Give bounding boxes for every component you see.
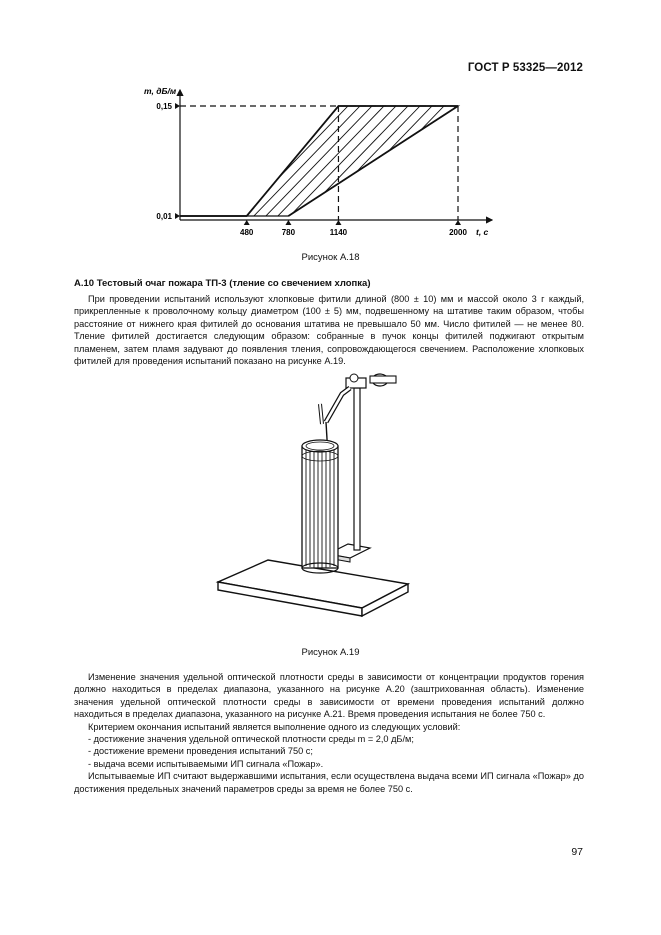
x-tick-label: 1140	[329, 228, 348, 237]
hatch-line	[0, 106, 60, 220]
section-a10-title: А.10 Тестовый очаг пожара ТП-3 (тление со свечением хлопка)	[74, 278, 371, 289]
figure-a18-chart	[144, 84, 510, 244]
hatch-line	[250, 106, 360, 220]
hatch-line	[346, 106, 456, 220]
hatch-line	[418, 106, 528, 220]
hatch-line	[370, 106, 480, 220]
figure-a19-caption: Рисунок А.19	[301, 647, 360, 658]
x-tick-arrow	[244, 220, 250, 225]
hatch-line	[286, 106, 396, 220]
x-tick-label: 780	[281, 228, 296, 237]
hatch-line	[238, 106, 348, 220]
hatch-line	[538, 106, 648, 220]
hatch-line	[454, 106, 564, 220]
paragraph-pass-criteria: Испытываемые ИП считают выдержавшими испытания, если осуществлена выдача всеми ИП сигнала «Пожар» до достижения предельных значений параметров среды за время не более 750 с.	[74, 771, 584, 794]
hatch-line	[514, 106, 624, 220]
hatch-line	[166, 106, 276, 220]
hatch-line	[154, 106, 264, 220]
hatch-line	[118, 106, 228, 220]
paragraph-density-range: Изменение значения удельной оптической плотности среды в зависимости от концентрации продуктов горения должно находиться в пределах диапазона, указанного на рисунке А.20 (заштрихованная область). Изменение значения удельной оптической плотности среды в зависимости от времени проведения испытаний должно находиться в пределах диапазона, указанного на рисунке А.21. Время проведения испытания не более 750 с.	[74, 672, 584, 720]
hatch-line	[178, 106, 288, 220]
hatch-line	[22, 106, 132, 220]
y-tick-label: 0,15	[156, 102, 172, 111]
figure-a18-caption: Рисунок А.18	[301, 252, 360, 263]
hatch-line	[106, 106, 216, 220]
lower-boundary-line	[288, 106, 458, 216]
hatch-line	[298, 106, 408, 220]
hatch-line	[0, 106, 84, 220]
hatch-line	[406, 106, 516, 220]
hatch-line	[526, 106, 636, 220]
list-item: - выдача всеми испытываемыми ИП сигнала «Пожар».	[88, 758, 324, 769]
paragraph-text: При проведении испытаний используют хлопковые фитили длиной (800 ± 10) мм и массой около 3 г каждый, прикрепленные к проволочному кольцу диаметром (100 ± 5) мм, подвешенному на штативе таким образом, чтобы расстояние от нижнего края фитилей до основания штатива не превышало 50 мм. Число фитилей — не менее 80. Тление фитилей достигается следующим образом: собранные в пучок концы фитилей поджигают открытым пламенем, затем пламя задувают до появления тления, сопровождающегося свечением. Расположение хлопковых фитилей для проведения испытаний показано на рисунке А.19.	[74, 294, 584, 367]
hatch-line	[94, 106, 204, 220]
body-text	[74, 671, 584, 795]
hatch-line	[10, 106, 120, 220]
hatch-line	[190, 106, 300, 220]
hatch-line	[466, 106, 576, 220]
hatch-line	[0, 106, 96, 220]
hatched-region-outline	[247, 106, 458, 216]
hatch-line	[358, 106, 468, 220]
hatch-line	[382, 106, 492, 220]
x-tick-label: 2000	[449, 228, 467, 237]
hatch-line	[46, 106, 156, 220]
x-tick-arrow	[455, 220, 461, 225]
hatch-line	[82, 106, 192, 220]
hatch-line	[58, 106, 168, 220]
hatch-line	[70, 106, 180, 220]
hatch-line	[490, 106, 600, 220]
hatch-line	[310, 106, 420, 220]
hatch-line	[322, 106, 432, 220]
y-axis-label: m, дБ/м	[144, 86, 177, 96]
hatch-line	[142, 106, 252, 220]
hatch-line	[130, 106, 240, 220]
document-code: ГОСТ Р 53325—2012	[467, 62, 583, 74]
hatch-line	[394, 106, 504, 220]
y-tick-arrow	[175, 103, 180, 109]
hatch-line	[262, 106, 372, 220]
hatch-line	[0, 106, 72, 220]
hatch-line	[34, 106, 144, 220]
hatch-line	[502, 106, 612, 220]
y-tick-arrow	[175, 213, 180, 219]
hatch-line	[478, 106, 588, 220]
section-a10-paragraph	[74, 293, 584, 367]
x-tick-arrow	[285, 220, 291, 225]
hatch-line	[334, 106, 444, 220]
y-tick-label: 0,01	[156, 212, 172, 221]
x-tick-arrow	[335, 220, 341, 225]
hatch-line	[430, 106, 540, 220]
hatch-line	[0, 106, 108, 220]
cotton-wicks	[302, 440, 338, 573]
hatch-line	[226, 106, 336, 220]
figure-a19-illustration	[210, 360, 440, 610]
hatch-line	[442, 106, 552, 220]
x-tick-label: 480	[240, 228, 254, 237]
list-item: - достижение времени проведения испытаний 750 с;	[88, 746, 313, 757]
paragraph-criteria-intro: Критерием окончания испытаний является выполнение одного из следующих условий:	[88, 721, 461, 732]
x-axis-label: t, с	[476, 227, 489, 237]
page-number: 97	[571, 846, 583, 858]
list-item: - достижение значения удельной оптической плотности среды m = 2,0 дБ/м;	[88, 734, 414, 745]
